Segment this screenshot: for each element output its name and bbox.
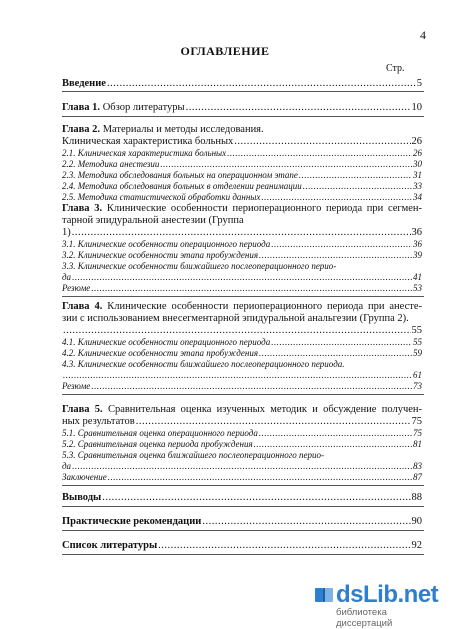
toc-entry-chapter5-line2: ных результатов ..... 75	[62, 416, 422, 427]
chapter4-title-continued: зии с использованием внесегментарной эпидуральной анальгезии (Группа 2).	[62, 313, 409, 324]
toc-subentry: 2.4. Методика обследования больных в отделении реанимации ..... 33	[62, 181, 422, 192]
chapter5-heading	[62, 404, 422, 416]
chapter-title: Клинические особенности периоперационного периода при сегмен-	[106, 203, 423, 214]
chapter-label: Глава 3.	[62, 203, 103, 214]
toc-subentry: 4.1. Клинические особенности операционного периода ..... 55	[62, 337, 422, 348]
toc-page-number: 5	[416, 78, 422, 89]
toc-page-number: 88	[411, 492, 422, 503]
chapter-title: Клинические особенности периоперационного периода при анесте-	[107, 301, 423, 312]
watermark-subtitle: библиотека диссертаций	[336, 607, 393, 629]
toc-subentry: 3.1. Клинические особенности операционного периода ..... 36	[62, 239, 422, 250]
divider	[62, 530, 424, 531]
toc-entry-chapter2-line2	[62, 136, 422, 147]
toc-page-number: 90	[411, 516, 422, 527]
toc-subentry: 5.1. Сравнительная оценка операционного периода ..... 75	[62, 428, 422, 439]
toc-subentry: 2.3. Методика обследования больных на операционном этапе ..... 31	[62, 170, 422, 181]
dot-leader	[186, 102, 411, 113]
watermark-logo	[314, 581, 444, 629]
book-icon	[314, 585, 334, 605]
chapter-title: Обзор литературы	[102, 102, 185, 113]
divider	[62, 296, 424, 297]
toc-entry-label: Введение	[62, 78, 106, 89]
toc-entry-chapter3-line3: 1) ..... 36	[62, 227, 422, 238]
toc-entry-intro	[62, 78, 422, 89]
toc-page-number: 36	[411, 227, 422, 238]
toc-page-number: 26	[411, 136, 422, 147]
toc-entry-chapter1	[62, 102, 422, 113]
divider	[62, 91, 424, 92]
toc-entry-conclusions: Выводы ..... 88	[62, 492, 422, 503]
chapter-label: Глава 4.	[62, 301, 103, 312]
dot-leader	[102, 492, 410, 503]
dot-leader	[136, 416, 411, 427]
toc-page-number: 92	[411, 540, 422, 551]
chapter3-heading	[62, 203, 422, 215]
toc-entry-recommendations: Практические рекомендации ..... 90	[62, 516, 422, 527]
chapter-title-continued: Клиническая характеристика больных	[62, 136, 234, 147]
toc-entry-chapter4-line3	[62, 325, 422, 336]
divider	[62, 506, 424, 507]
toc-page-number: 10	[411, 102, 422, 113]
dot-leader	[158, 540, 410, 551]
dot-leader	[107, 78, 416, 89]
chapter-label: Глава 5.	[62, 404, 103, 415]
toc-subentry: Заключение ..... 87	[62, 472, 422, 483]
divider	[62, 485, 424, 486]
toc-subentry: Резюме ..... 53	[62, 283, 422, 294]
toc-subentry: да ..... 41	[62, 272, 422, 283]
dot-leader	[72, 227, 411, 238]
dot-leader	[63, 325, 411, 336]
dot-leader	[234, 136, 410, 147]
toc-subentry: 5.3. Сравнительная оценка ближайшего послеоперационного перио-	[62, 450, 324, 460]
divider	[62, 394, 424, 395]
toc-subentry: 4.3. Клинические особенности ближайшего послеоперационного периода.	[62, 359, 345, 369]
chapter4-heading	[62, 301, 422, 313]
chapter-title: Материалы и методы исследования.	[102, 124, 264, 135]
toc-subentry: 2.2. Методика анестезии ..... 30	[62, 159, 422, 170]
dot-leader	[202, 516, 410, 527]
toc-subentry: ..... 61	[62, 370, 422, 381]
chapter2-heading	[62, 124, 422, 136]
chapter-label: Глава 1.	[62, 102, 101, 113]
divider	[62, 554, 424, 555]
toc-subentry: 2.1. Клиническая характеристика больных ..... 26	[62, 148, 422, 159]
toc-subentry: 4.2. Клинические особенности этапа пробуждения ..... 59	[62, 348, 422, 359]
toc-page-number: 75	[411, 416, 422, 427]
toc-subentry: Резюме ..... 73	[62, 381, 422, 392]
toc-subentry: да ..... 83	[62, 461, 422, 472]
chapter-label: Глава 2.	[62, 124, 101, 135]
page-column-label: Стр.	[386, 63, 405, 74]
chapter-title: Сравнительная оценка изученных методик и обсуждение получен-	[107, 404, 422, 415]
toc-subentry: 3.3. Клинические особенности ближайшего послеоперационного перио-	[62, 261, 337, 271]
toc-subentry: 2.5. Методика статистической обработки данных ..... 34	[62, 192, 422, 203]
chapter3-title-continued: тарной эпидуральной анестезии (Группа	[62, 215, 244, 226]
page-number: 4	[420, 28, 426, 42]
toc-subentry: 3.2. Клинические особенности этапа пробуждения ..... 39	[62, 250, 422, 261]
toc-subentry: 5.2. Сравнительная оценка периода пробуждения ..... 81	[62, 439, 422, 450]
page-title: ОГЛАВЛЕНИЕ	[180, 44, 270, 58]
toc-entry-references: Список литературы ..... 92	[62, 540, 422, 551]
watermark-name: dsLib.net	[336, 581, 439, 608]
toc-page-number: 55	[411, 325, 422, 336]
divider	[62, 116, 424, 117]
